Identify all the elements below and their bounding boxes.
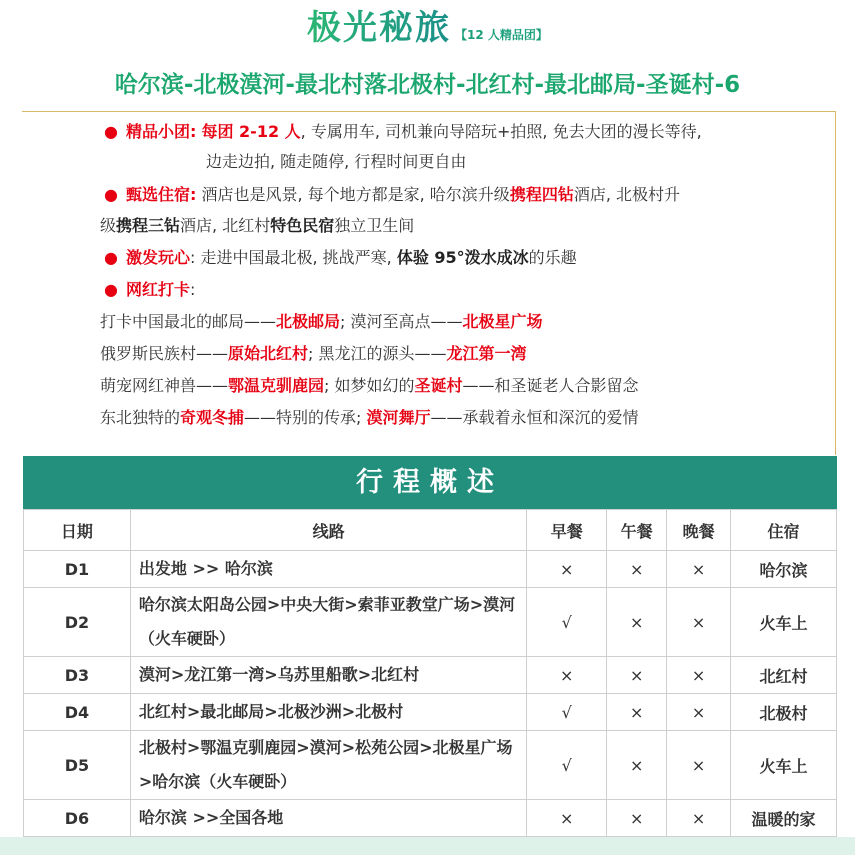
breakfast-cell: × (527, 657, 607, 694)
stay-cell: 北极村 (731, 694, 837, 731)
route-cell: 北红村>最北邮局>北极沙洲>北极村 (130, 694, 526, 731)
hotel-4diamond: 携程四钻 (509, 185, 574, 204)
dinner-cell: × (667, 694, 731, 731)
group-size-tag: 【12 人精品团】 (455, 28, 548, 42)
hotel-text-c: 级 (100, 216, 117, 235)
lunch-cell: × (607, 694, 667, 731)
fun-label: 激发玩心 (125, 248, 190, 267)
fun-highlight: 体验 95°泼水成冰 (396, 248, 529, 267)
lunch-cell: × (607, 800, 667, 837)
small-group-text: , 专属用车, 司机兼向导陪玩+拍照, 免去大团的漫长等待, (300, 122, 702, 141)
day-cell: D6 (24, 800, 131, 837)
fun-text: : 走进中国最北极, 挑战严寒, (189, 248, 397, 267)
day-cell: D5 (24, 731, 131, 800)
breakfast-cell: × (527, 800, 607, 837)
spot-text: 东北独特的 (100, 408, 181, 427)
intro-line-1 (104, 119, 702, 142)
bullet-icon: ● (104, 185, 118, 204)
lunch-cell: × (607, 731, 667, 800)
intro-line-4 (100, 213, 414, 236)
group-size-text: 每团 2-12 人 (201, 122, 301, 141)
dinner-cell: × (667, 588, 731, 657)
spot-text: ——特别的传承; (244, 408, 367, 427)
dinner-cell: × (667, 551, 731, 588)
spot-text: ; 漠河至高点—— (340, 312, 463, 331)
stay-cell: 火车上 (731, 588, 837, 657)
table-row (24, 588, 837, 657)
header-route: 线路 (130, 510, 526, 551)
table-row (24, 694, 837, 731)
itinerary-table (23, 509, 837, 837)
stay-cell: 火车上 (731, 731, 837, 800)
spot-text: ——和圣诞老人合影留念 (462, 376, 639, 395)
checkin-label: 网红打卡 (125, 280, 190, 299)
spot-highlight: 圣诞村 (414, 376, 463, 395)
overview-title: 行程概述 (23, 456, 837, 509)
lunch-cell: × (607, 588, 667, 657)
stay-cell: 温暖的家 (731, 800, 837, 837)
stay-cell: 哈尔滨 (731, 551, 837, 588)
spot-highlight: 北极邮局 (276, 312, 341, 331)
route-subtitle: 哈尔滨-北极漠河-最北村落北极村-北红村-最北邮局-圣诞村-6 (114, 72, 741, 98)
spot-highlight: 鄂温克驯鹿园 (228, 376, 325, 395)
table-row (24, 657, 837, 694)
homestay-text: 特色民宿 (270, 216, 335, 235)
intro-line-2: 边走边拍, 随走随停, 行程时间更自由 (206, 152, 467, 171)
hotel-label: 甄选住宿: (125, 185, 197, 204)
hotel-text-b: 酒店, 北极村升 (573, 185, 681, 204)
day-cell: D4 (24, 694, 131, 731)
hotel-text-e: 独立卫生间 (334, 216, 415, 235)
spot-text: 打卡中国最北的邮局—— (100, 312, 277, 331)
dinner-cell: × (667, 657, 731, 694)
spot-text: ; 如梦如幻的 (324, 376, 415, 395)
intro-line-5 (104, 245, 577, 268)
day-cell: D2 (24, 588, 131, 657)
intro-line-3 (104, 182, 680, 205)
hotel-3diamond: 携程三钻 (116, 216, 181, 235)
spot-highlight: 漠河舞厅 (366, 408, 431, 427)
breakfast-cell: × (527, 551, 607, 588)
table-row (24, 731, 837, 800)
stay-cell: 北红村 (731, 657, 837, 694)
header (0, 0, 855, 50)
intro-section (22, 111, 836, 455)
header-dinner: 晚餐 (667, 510, 731, 551)
table-row (24, 551, 837, 588)
spot-text: ——承载着永恒和深沉的爱情 (430, 408, 639, 427)
route-cell: 哈尔滨 >>全国各地 (130, 800, 526, 837)
spot-text: 俄罗斯民族村—— (100, 344, 229, 363)
spot-highlight: 原始北红村 (228, 344, 309, 363)
bullet-icon: ● (104, 122, 118, 141)
hotel-text-d: 酒店, 北红村 (180, 216, 271, 235)
breakfast-cell: √ (527, 588, 607, 657)
spot-highlight: 龙江第一湾 (446, 344, 527, 363)
route-cell: 北极村>鄂温克驯鹿园>漠河>松苑公园>北极星广场>哈尔滨（火车硬卧） (130, 731, 526, 800)
spot-highlight: 奇观冬捕 (180, 408, 245, 427)
route-cell: 漠河>龙江第一湾>乌苏里船歌>北红村 (130, 657, 526, 694)
route-cell: 出发地 >> 哈尔滨 (130, 551, 526, 588)
checkin-colon: : (189, 280, 196, 299)
breakfast-cell: √ (527, 731, 607, 800)
lunch-cell: × (607, 551, 667, 588)
dinner-cell: × (667, 800, 731, 837)
spot-text: ; 黑龙江的源头—— (308, 344, 447, 363)
bullet-icon: ● (104, 248, 118, 267)
intro-line-6 (104, 277, 195, 300)
header-breakfast: 早餐 (527, 510, 607, 551)
spot-highlight: 北极星广场 (462, 312, 543, 331)
route-cell: 哈尔滨太阳岛公园>中央大街>索菲亚教堂广场>漠河（火车硬卧） (130, 588, 526, 657)
breakfast-cell: √ (527, 694, 607, 731)
small-group-label: 精品小团: (125, 122, 197, 141)
hotel-text: 酒店也是风景, 每个地方都是家, 哈尔滨升级 (196, 185, 510, 204)
day-cell: D1 (24, 551, 131, 588)
lunch-cell: × (607, 657, 667, 694)
spot-text: 萌宠网红神兽—— (100, 376, 229, 395)
intro-line-7 (100, 309, 543, 332)
dinner-cell: × (667, 731, 731, 800)
table-row (24, 800, 837, 837)
intro-line-8 (100, 341, 527, 364)
page-title: 极光秘旅 (307, 8, 452, 48)
header-stay: 住宿 (731, 510, 837, 551)
day-cell: D3 (24, 657, 131, 694)
table-header-row (24, 510, 837, 551)
header-lunch: 午餐 (607, 510, 667, 551)
bullet-icon: ● (104, 280, 118, 299)
intro-line-10 (100, 405, 639, 428)
intro-line-9 (100, 373, 639, 396)
fun-text-b: 的乐趣 (528, 248, 577, 267)
footer-band (0, 837, 855, 855)
header-day: 日期 (24, 510, 131, 551)
